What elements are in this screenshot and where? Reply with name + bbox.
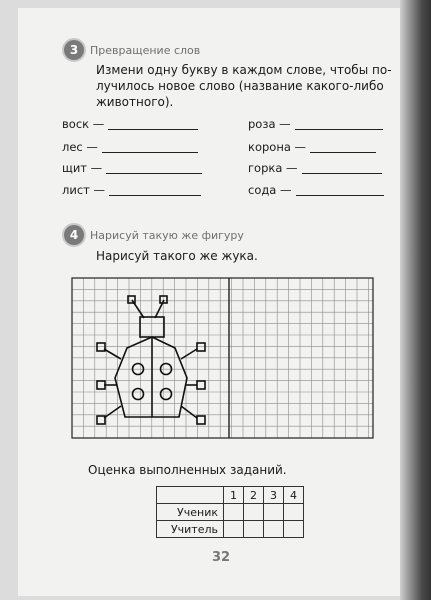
task3-instruction (96, 62, 392, 110)
word-item (248, 161, 382, 175)
score-cell[interactable] (284, 521, 304, 538)
table-row (157, 504, 304, 521)
task4-title: Нарисуй такую же фигуру (90, 228, 244, 242)
instruction-line: лучилось новое слово (название какого-либо (96, 79, 384, 93)
column-header: 1 (224, 487, 244, 504)
word-item (62, 161, 202, 175)
word-item (62, 183, 201, 197)
instruction-line: животного). (96, 95, 174, 109)
task4-header (64, 225, 244, 245)
score-cell[interactable] (264, 521, 284, 538)
source-word: воск — (62, 117, 105, 131)
evaluation-table (156, 486, 304, 538)
instruction-line: Измени одну букву в каждом слове, чтобы по- (96, 63, 392, 77)
score-cell[interactable] (284, 504, 304, 521)
row-label: Учитель (157, 521, 224, 538)
row-label: Ученик (157, 504, 224, 521)
answer-line[interactable] (295, 119, 383, 130)
score-cell[interactable] (244, 504, 264, 521)
answer-line[interactable] (310, 142, 376, 153)
table-row (157, 487, 304, 504)
source-word: лес — (62, 140, 98, 154)
task-number-badge: 4 (64, 225, 84, 245)
answer-line[interactable] (102, 142, 198, 153)
word-item (248, 183, 384, 197)
task4-instruction: Нарисуй такого же жука. (96, 249, 258, 263)
beetle-figure (97, 296, 205, 424)
page-shadow (400, 0, 431, 600)
evaluation-title: Оценка выполненных заданий. (88, 463, 287, 477)
table-cell (157, 487, 224, 504)
column-header: 3 (264, 487, 284, 504)
table-row (157, 521, 304, 538)
column-header: 2 (244, 487, 264, 504)
word-item (248, 117, 383, 131)
page-number: 32 (212, 550, 231, 565)
drawing-grid[interactable] (57, 270, 377, 443)
task3-title: Превращение слов (90, 43, 201, 57)
source-word: горка — (248, 161, 298, 175)
column-header: 4 (284, 487, 304, 504)
score-cell[interactable] (224, 504, 244, 521)
answer-line[interactable] (302, 163, 382, 174)
task3-header (64, 40, 200, 60)
word-item (248, 140, 376, 154)
answer-line[interactable] (106, 163, 202, 174)
source-word: щит — (62, 161, 103, 175)
answer-line[interactable] (108, 119, 198, 130)
answer-line[interactable] (296, 185, 384, 196)
source-word: сода — (248, 183, 292, 197)
source-word: роза — (248, 117, 291, 131)
score-cell[interactable] (244, 521, 264, 538)
source-word: корона — (248, 140, 307, 154)
source-word: лист — (62, 183, 106, 197)
score-cell[interactable] (264, 504, 284, 521)
score-cell[interactable] (224, 521, 244, 538)
word-item (62, 140, 198, 154)
word-item (62, 117, 198, 131)
answer-line[interactable] (109, 185, 201, 196)
task-number-badge: 3 (64, 40, 84, 60)
